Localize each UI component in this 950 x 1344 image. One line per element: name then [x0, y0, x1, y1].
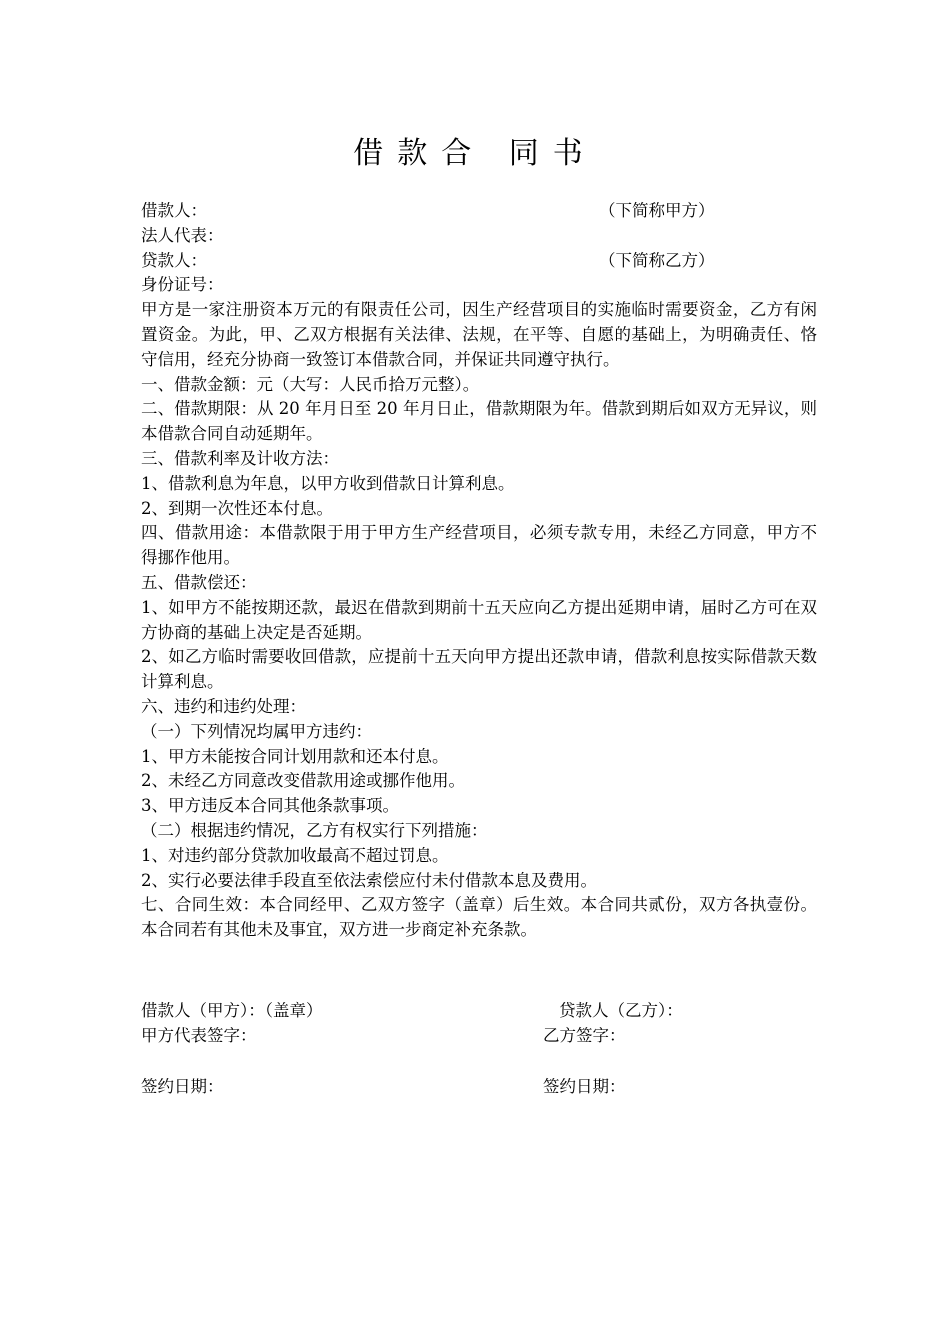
- clause-1: 一、借款金额：元（大写：人民币拾万元整）。: [141, 374, 480, 394]
- clause-6-sub-1-item-2: 2、未经乙方同意改变借款用途或挪作他用。: [141, 771, 465, 791]
- clause-5-item-2: 2、如乙方临时需要收回借款，应提前十五天向甲方提出还款申请，借款利息按实际借款天数计算利息。: [141, 647, 817, 692]
- party-a-date: 签约日期：: [141, 1077, 224, 1096]
- clause-2: 二、借款期限：从 20 年月日至 20 年月日止，借款期限为年。借款到期后如双方无异议，则本借款合同自动延期年。: [141, 399, 817, 444]
- clause-6-sub-2-item-1: 1、对违约部分贷款加收最高不超过罚息。: [141, 845, 449, 865]
- lender-line: [141, 249, 817, 274]
- page-title: 借款合 同书: [353, 136, 597, 171]
- clause-7: 七、合同生效：本合同经甲、乙双方签字（盖章）后生效。本合同共贰份，双方各执壹份。本合同若有其他未及事宜，双方进一步商定补充条款。: [141, 895, 817, 940]
- clause-4: 四、借款用途：本借款限于用于甲方生产经营项目，必须专款专用，未经乙方同意，甲方不得挪作他用。: [141, 523, 817, 568]
- clause-6-sub-1-item-3: 3、甲方违反本合同其他条款事项。: [141, 796, 399, 816]
- clause-3-item-2: 2、到期一次性还本付息。: [141, 498, 333, 518]
- intro-paragraph: 甲方是一家注册资本万元的有限责任公司，因生产经营项目的实施临时需要资金，乙方有闲置资金。为此，甲、乙双方根据有关法律、法规，在平等、自愿的基础上，为明确责任、恪守信用，经充分协商一致签订本借款合同，并保证共同遵守执行。: [141, 300, 817, 369]
- clause-3-item-1: 1、借款利息为年息，以甲方收到借款日计算利息。: [141, 473, 515, 493]
- clause-5: 五、借款偿还：: [141, 572, 257, 592]
- legal-rep-label: 法人代表：: [141, 225, 224, 245]
- clause-6: 六、违约和违约处理：: [141, 696, 306, 716]
- party-b-label: 贷款人（乙方）：: [559, 1001, 683, 1020]
- borrower-suffix: （下简称甲方）: [599, 201, 715, 220]
- clause-6-sub-1: （一）下列情况均属甲方违约：: [141, 721, 372, 741]
- clause-6-sub-1-item-1: 1、甲方未能按合同计划用款和还本付息。: [141, 746, 449, 766]
- lender-label: 贷款人：: [141, 250, 207, 270]
- lender-suffix: （下简称乙方）: [599, 250, 715, 270]
- party-a-rep-sign: 甲方代表签字：: [141, 1026, 257, 1045]
- legal-rep-line: [141, 224, 817, 249]
- borrower-label: 借款人：: [141, 201, 207, 220]
- clause-3: 三、借款利率及计收方法：: [141, 448, 339, 468]
- clause-5-item-1: 1、如甲方不能按期还款，最迟在借款到期前十五天应向乙方提出延期申请，届时乙方可在双方协商的基础上决定是否延期。: [141, 597, 817, 642]
- id-label: 身份证号：: [141, 275, 224, 295]
- borrower-line: [141, 199, 817, 224]
- clause-6-sub-2: （二）根据违约情况，乙方有权实行下列措施：: [141, 820, 488, 840]
- contract-body: [141, 199, 817, 943]
- clause-6-sub-2-item-2: 2、实行必要法律手段直至依法索偿应付未付借款本息及费用。: [141, 870, 597, 890]
- id-line: [141, 273, 817, 298]
- party-b-sign: 乙方签字：: [543, 1026, 626, 1045]
- party-a-label: 借款人（甲方）：（盖章）: [141, 1001, 323, 1020]
- party-b-date: 签约日期：: [543, 1077, 626, 1096]
